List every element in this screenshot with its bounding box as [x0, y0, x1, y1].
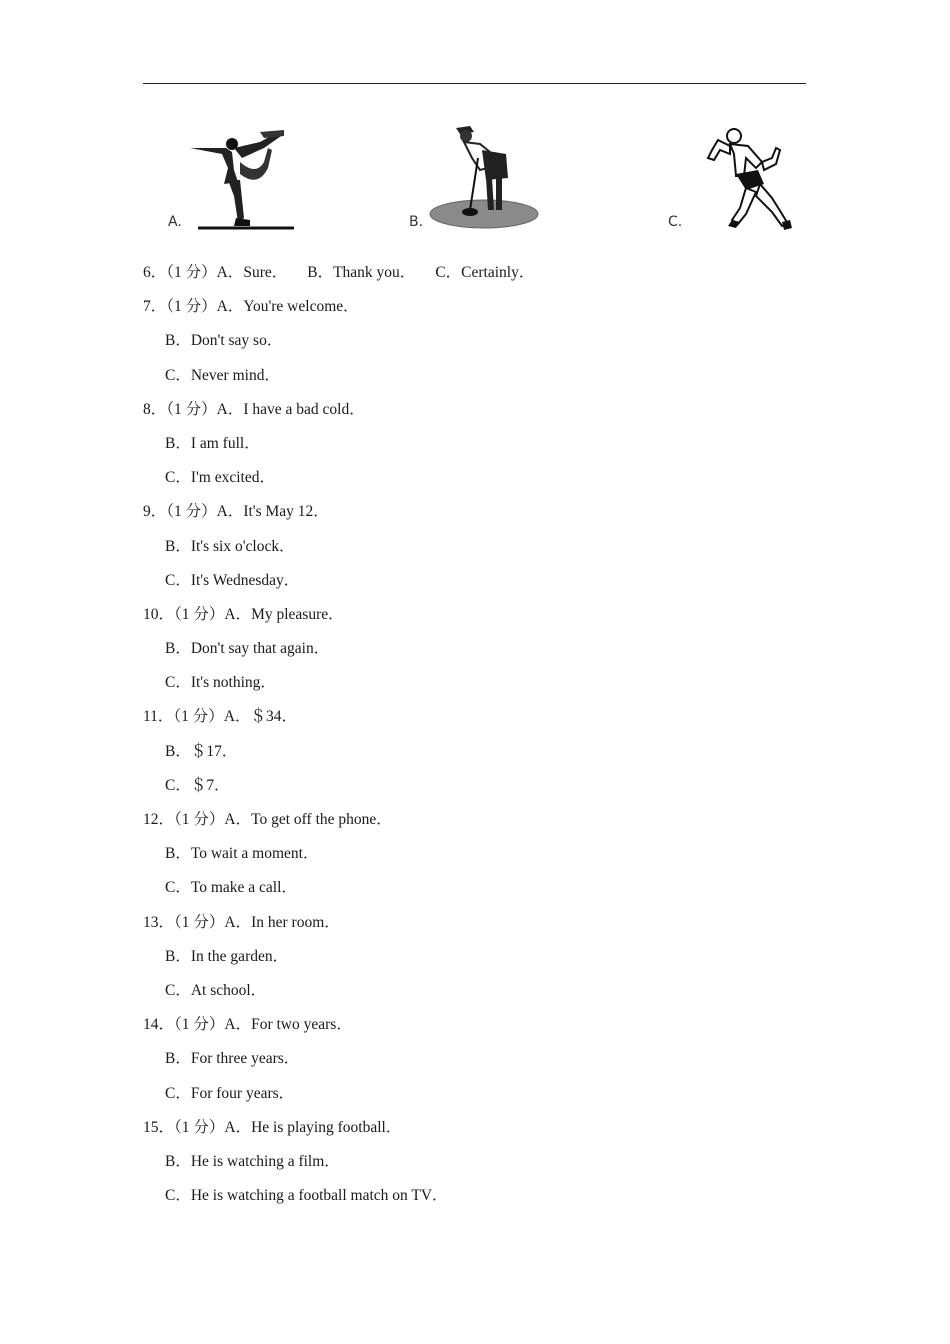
option-a: A．Sure． [216, 264, 288, 281]
option-b: B．For three years． [165, 1050, 300, 1068]
option-b: B．Don't say that again． [165, 640, 330, 658]
question-number: 12．（1 分） [143, 811, 225, 828]
option-b: B．Don't say so． [165, 332, 283, 350]
picture-a-label: A. [168, 214, 182, 230]
option-c: C．Certainly． [435, 264, 535, 281]
option-c: C．It's nothing． [165, 674, 276, 692]
option-b: B．＄17． [165, 742, 238, 760]
question-number: 6．（1 分） [143, 264, 217, 281]
question-10 [143, 598, 823, 632]
option-c: C．I'm excited． [165, 469, 275, 487]
option-a: A．It's May 12． [216, 503, 329, 521]
option-a: A．In her room． [224, 913, 340, 931]
picture-c-label: C. [668, 214, 683, 230]
question-13 [143, 906, 823, 940]
question-8 [143, 393, 823, 427]
question-15 [143, 1111, 823, 1145]
option-a: A．＄34． [223, 708, 298, 726]
golfer-icon [420, 118, 550, 238]
option-c: C．For four years． [165, 1084, 295, 1102]
option-c: C．At school． [165, 981, 267, 999]
question-number: 15．（1 分） [143, 1118, 225, 1136]
question-list [143, 256, 823, 1213]
question-number: 14．（1 分） [143, 1016, 225, 1034]
question-number: 13．（1 分） [143, 913, 225, 931]
option-c: C．He is watching a football match on TV． [165, 1187, 448, 1205]
question-number: 8．（1 分） [143, 400, 217, 418]
question-number: 9．（1 分） [143, 503, 217, 521]
option-c: C．It's Wednesday． [165, 571, 300, 589]
picture-b-label: B. [409, 214, 424, 230]
option-a: A．He is playing football． [224, 1118, 402, 1136]
question-number: 11．（1 分） [143, 708, 224, 726]
option-c: C．To make a call． [165, 879, 297, 897]
option-c: C．＄7． [165, 776, 230, 794]
option-a: A．You're welcome． [216, 298, 359, 316]
question-11 [143, 700, 823, 734]
question-12 [143, 803, 823, 837]
option-b: B．Thank you． [307, 264, 416, 281]
option-b: B．I am full． [165, 434, 260, 452]
option-b: B．He is watching a film． [165, 1152, 340, 1170]
question-14 [143, 1008, 823, 1042]
header-rule [143, 83, 806, 84]
option-b: B．It's six o'clock． [165, 537, 295, 555]
option-a: A．For two years． [224, 1016, 352, 1034]
figure-skater-icon [160, 118, 310, 238]
option-c: C．Never mind． [165, 366, 280, 384]
runner-icon [700, 118, 800, 238]
option-a: A．My pleasure． [224, 605, 344, 623]
question-number: 10．（1 分） [143, 605, 225, 623]
option-b: B．To wait a moment． [165, 845, 319, 863]
option-a: A．To get off the phone． [224, 811, 392, 828]
option-b: B．In the garden． [165, 947, 289, 965]
question-number: 7．（1 分） [143, 298, 217, 316]
question-6 [143, 256, 823, 290]
question-9 [143, 495, 823, 529]
option-a: A．I have a bad cold． [216, 400, 365, 418]
question-7 [143, 290, 823, 324]
